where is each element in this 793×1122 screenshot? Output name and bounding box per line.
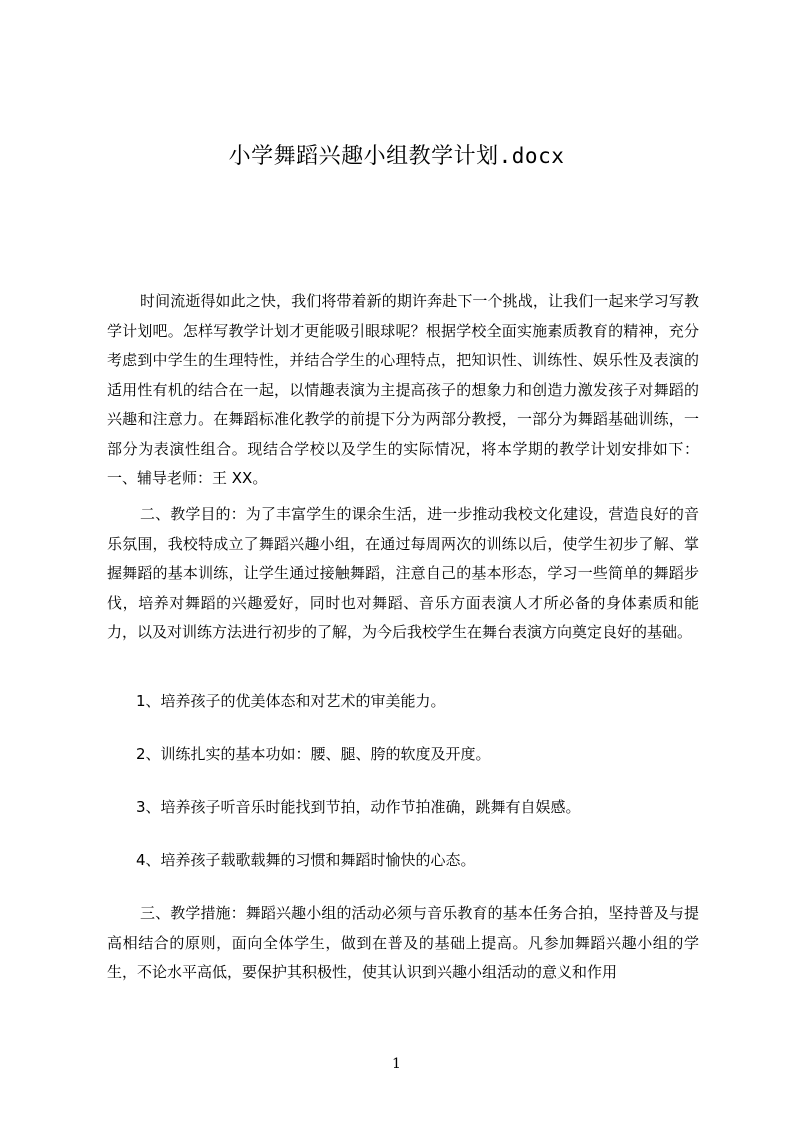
page-number: 1 <box>392 1056 401 1072</box>
title-extension: .docx <box>498 144 565 168</box>
goal-item-3: 3、培养孩子听音乐时能找到节拍，动作节拍准确，跳舞有自娱感。 <box>136 798 581 816</box>
section-two-paragraph: 二、教学目的：为了丰富学生的课余生活，进一步推动我校文化建设，营造良好的音乐氛围，我校特成立了舞蹈兴趣小组，在通过每周两次的训练以后，使学生初步了解、掌握舞蹈的基本训练，让学生通过接触舞蹈，注意自己的基本形态，学习一些简单的舞蹈步伐，培养对舞蹈的兴趣爱好，同时也对舞蹈、音乐方面表演人才所必备的身体素质和能力，以及对训练方法进行初步的了解，为今后我校学生在舞台表演方向奠定良好的基础。 <box>107 505 699 641</box>
section-three-paragraph: 三、教学措施：舞蹈兴趣小组的活动必须与音乐教育的基本任务合拍，坚持普及与提高相结合的原则，面向全体学生，做到在普及的基础上提高。凡参加舞蹈兴趣小组的学生，不论水平高低，要保护其积极性，使其认识到兴趣小组活动的意义和作用 <box>107 904 699 981</box>
document-title <box>0 142 793 171</box>
title-text: 小学舞蹈兴趣小组教学计划 <box>228 144 499 169</box>
goal-item-2: 2、训练扎实的基本功如：腰、腿、胯的软度及开度。 <box>136 745 491 763</box>
goal-item-4: 4、培养孩子载歌载舞的习惯和舞蹈时愉快的心态。 <box>136 851 476 869</box>
intro-paragraph: 时间流逝得如此之快，我们将带着新的期许奔赴下一个挑战，让我们一起来学习写教学计划吧。怎样写教学计划才更能吸引眼球呢？根据学校全面实施素质教育的精神，充分考虑到中学生的生理特性，并结合学生的心理特点，把知识性、训练性、娱乐性及表演的适用性有机的结合在一起，以情趣表演为主提高孩子的想象力和创造力激发孩子对舞蹈的兴趣和注意力。在舞蹈标准化教学的前提下分为两部分教授，一部分为舞蹈基础训练，一部分为表演性组合。现结合学校以及学生的实际情况，将本学期的教学计划安排如下：一、辅导老师：王 XX。 <box>107 292 699 487</box>
goal-item-1: 1、培养孩子的优美体态和对艺术的审美能力。 <box>136 692 446 710</box>
